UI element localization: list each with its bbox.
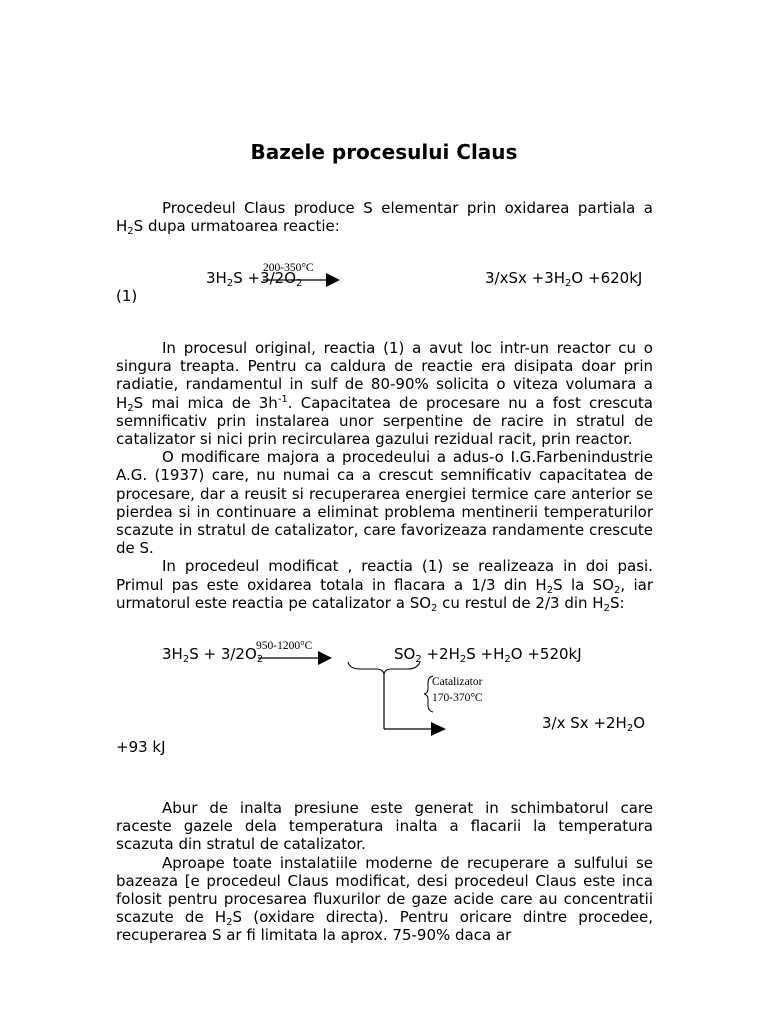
equation-2-reactants: $3H_2S + 3/2O_2$ [162,645,264,665]
catalyst-temperature: 170-370°C [432,692,483,704]
paragraph-modern-installations: Aproape toate instalatiile moderne de recuperare a sulfului se bazeaza [e procedeul Claus modificat, desi procedeul Claus este inca folosit pentru procesarea fluxurilor de gaze acide care au concentratii scazute de $H_2S$ (oxidare directa). Pentru oricare dintre procedee, recuperarea S ar fi limitata la aprox. 75-90% daca ar [116,853,653,945]
paragraph-steam: Abur de inalta presiune este generat in schimbatorul care raceste gazele dela temperatura inalta a flacarii la temperatura scazuta din stratul de catalizator. Aproape toate instalatiile moderne de recuperare a sulfului se bazeaza [e procedeul Claus modificat, desi procedeul Claus este inca folosit pentru procesarea fluxurilor de gaze acide care au concentratii scazute de $H_2S$ (oxidare directa). Pentru oricare dintre procedee, recuperarea S ar fi limitata la aprox. 75-90% daca ar [116,799,653,945]
catalyst-label: Catalizator [432,676,483,688]
equation-1-products: $3/xSx +3H_2O +620kJ$ [485,269,643,289]
equation-2-energy: +93 kJ [116,738,166,756]
paragraph-original-process: In procesul original, reactia (1) a avut loc intr-un reactor cu o singura treapta. Pentru ca caldura de reactie era disipata doar prin radiatie, randamentul in sulf de 80-90% solicita o viteza volumara a $H_2S$ mai mica de $3h^{-1}$. Capacitatea de procesare nu a fost crescuta semnificativ prin instalarea unor serpentine de racire in stratul de catalizator si nici prin recircularea gazului rezidual racit, prin reactor. O modificare majora a procedeului a adus-o I.G.Farbenindustrie A.G. (1937) care, nu numai ca a crescut semnificativ capacitatea de procesare, dar a reusit si recuperarea energiei termice care anterior se pierdea si in continuare a eliminat problema mentinerii temperaturilor scazute in stratul de catalizator, care favorizeaza randamente crescute de S. In procedeul modificat , reactia (1) se realizeaza in doi pasi. Primul pas este oxidarea totala in flacara a 1/3 din $H_2S$ la $SO_2$, iar urmatorul este reactia pe catalizator a $SO_2$ cu restul de 2/3 din $H_2S$: [116,339,653,614]
equation-1-reactants: $3H_2S +3/2O_2$ [206,269,303,289]
intro-paragraph: Procedeul Claus produce S elementar prin oxidarea partiala a $H_2S$ dupa urmatoarea reactie: [116,199,653,238]
catalyst-brace [424,676,433,712]
equation-1-number: (1) [116,287,138,305]
equation-1-condition: 200-350°C [263,262,314,274]
paragraph-modification: O modificare majora a procedeului a adus-o I.G.Farbenindustrie A.G. (1937) care, nu numai ca a crescut semnificativ capacitatea de procesare, dar a reusit si recuperarea energiei termice care anterior se pierdea si in continuare a eliminat problema mentinerii temperaturilor scazute in stratul de catalizator, care favorizeaza randamente crescute de S. [116,448,653,558]
equation-1-arrow [263,273,340,287]
equation-2-products: $SO_2 +2H_2S +H_2O +520kJ$ [394,645,582,665]
catalyst-arrow [384,674,446,736]
equation-2-arrow [258,651,332,665]
equation-2-final-products: 3/x $Sx +2H_2O$ [542,714,645,734]
paragraph-modified-process: In procedeul modificat , reactia (1) se realizeaza in doi pasi. Primul pas este oxidarea totala in flacara a 1/3 din $H_2S$ la $SO_2$, iar urmatorul este reactia pe catalizator a $SO_2$ cu restul de 2/3 din $H_2S$: [116,557,653,614]
page-title: Bazele procesului Claus [250,140,518,164]
equation-2-condition: 950-1200°C [256,640,313,652]
products-brace [348,662,420,674]
